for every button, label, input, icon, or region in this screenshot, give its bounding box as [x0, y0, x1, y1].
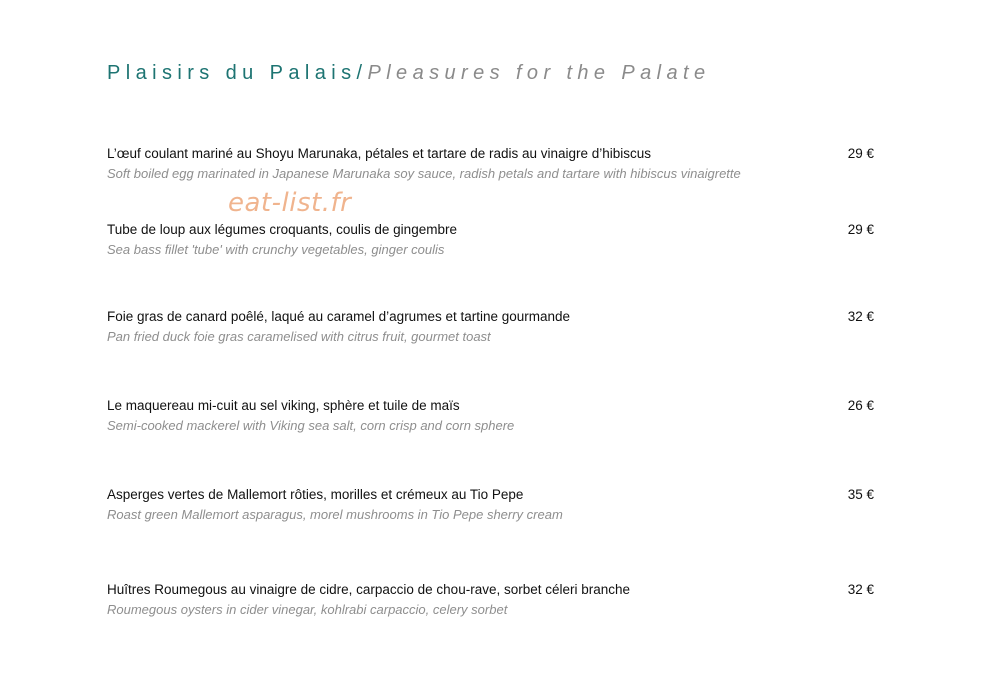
menu-item-price: 35 € [847, 487, 874, 502]
watermark: eat-list.fr [228, 188, 352, 218]
menu-item-description: Roumegous oysters in cider vinegar, kohlrabi carpaccio, celery sorbet [107, 602, 508, 617]
menu-item-description: Sea bass fillet 'tube' with crunchy vegetables, ginger coulis [107, 242, 445, 257]
menu-item-name: L’œuf coulant mariné au Shoyu Marunaka, pétales et tartare de radis au vinaigre d’hibiscus [107, 146, 652, 161]
title-separator: / [356, 62, 368, 84]
menu-item-price: 29 € [847, 146, 874, 161]
menu-item-name: Huîtres Roumegous au vinaigre de cidre, carpaccio de chou-rave, sorbet céleri branche [107, 582, 631, 597]
menu-item-name: Le maquereau mi-cuit au sel viking, sphère et tuile de maïs [107, 398, 460, 413]
menu-item-name: Tube de loup aux légumes croquants, coulis de gingembre [107, 222, 457, 237]
section-title-french: Plaisirs du Palais [107, 62, 357, 84]
menu-item-description: Semi-cooked mackerel with Viking sea salt, corn crisp and corn sphere [107, 418, 515, 433]
section-title-english: Pleasures for the Palate [367, 62, 711, 84]
menu-item-price: 29 € [847, 222, 874, 237]
menu-item-price: 32 € [847, 582, 874, 597]
section-title [107, 62, 711, 85]
menu-item-price: 26 € [847, 398, 874, 413]
menu-item-description: Pan fried duck foie gras caramelised with citrus fruit, gourmet toast [107, 329, 491, 344]
menu-item [107, 487, 877, 523]
menu-item-description: Roast green Mallemort asparagus, morel mushrooms in Tio Pepe sherry cream [107, 507, 563, 522]
menu-item-name: Asperges vertes de Mallemort rôties, morilles et crémeux au Tio Pepe [107, 487, 524, 502]
menu-item-description: Soft boiled egg marinated in Japanese Marunaka soy sauce, radish petals and tartare with hibiscus vinaigrette [107, 166, 741, 181]
menu-item [107, 222, 877, 258]
menu-item [107, 398, 877, 434]
menu-item [107, 582, 877, 618]
menu-item [107, 146, 877, 182]
menu-item-price: 32 € [847, 309, 874, 324]
menu-item-name: Foie gras de canard poêlé, laqué au caramel d’agrumes et tartine gourmande [107, 309, 571, 324]
menu-item [107, 309, 877, 345]
